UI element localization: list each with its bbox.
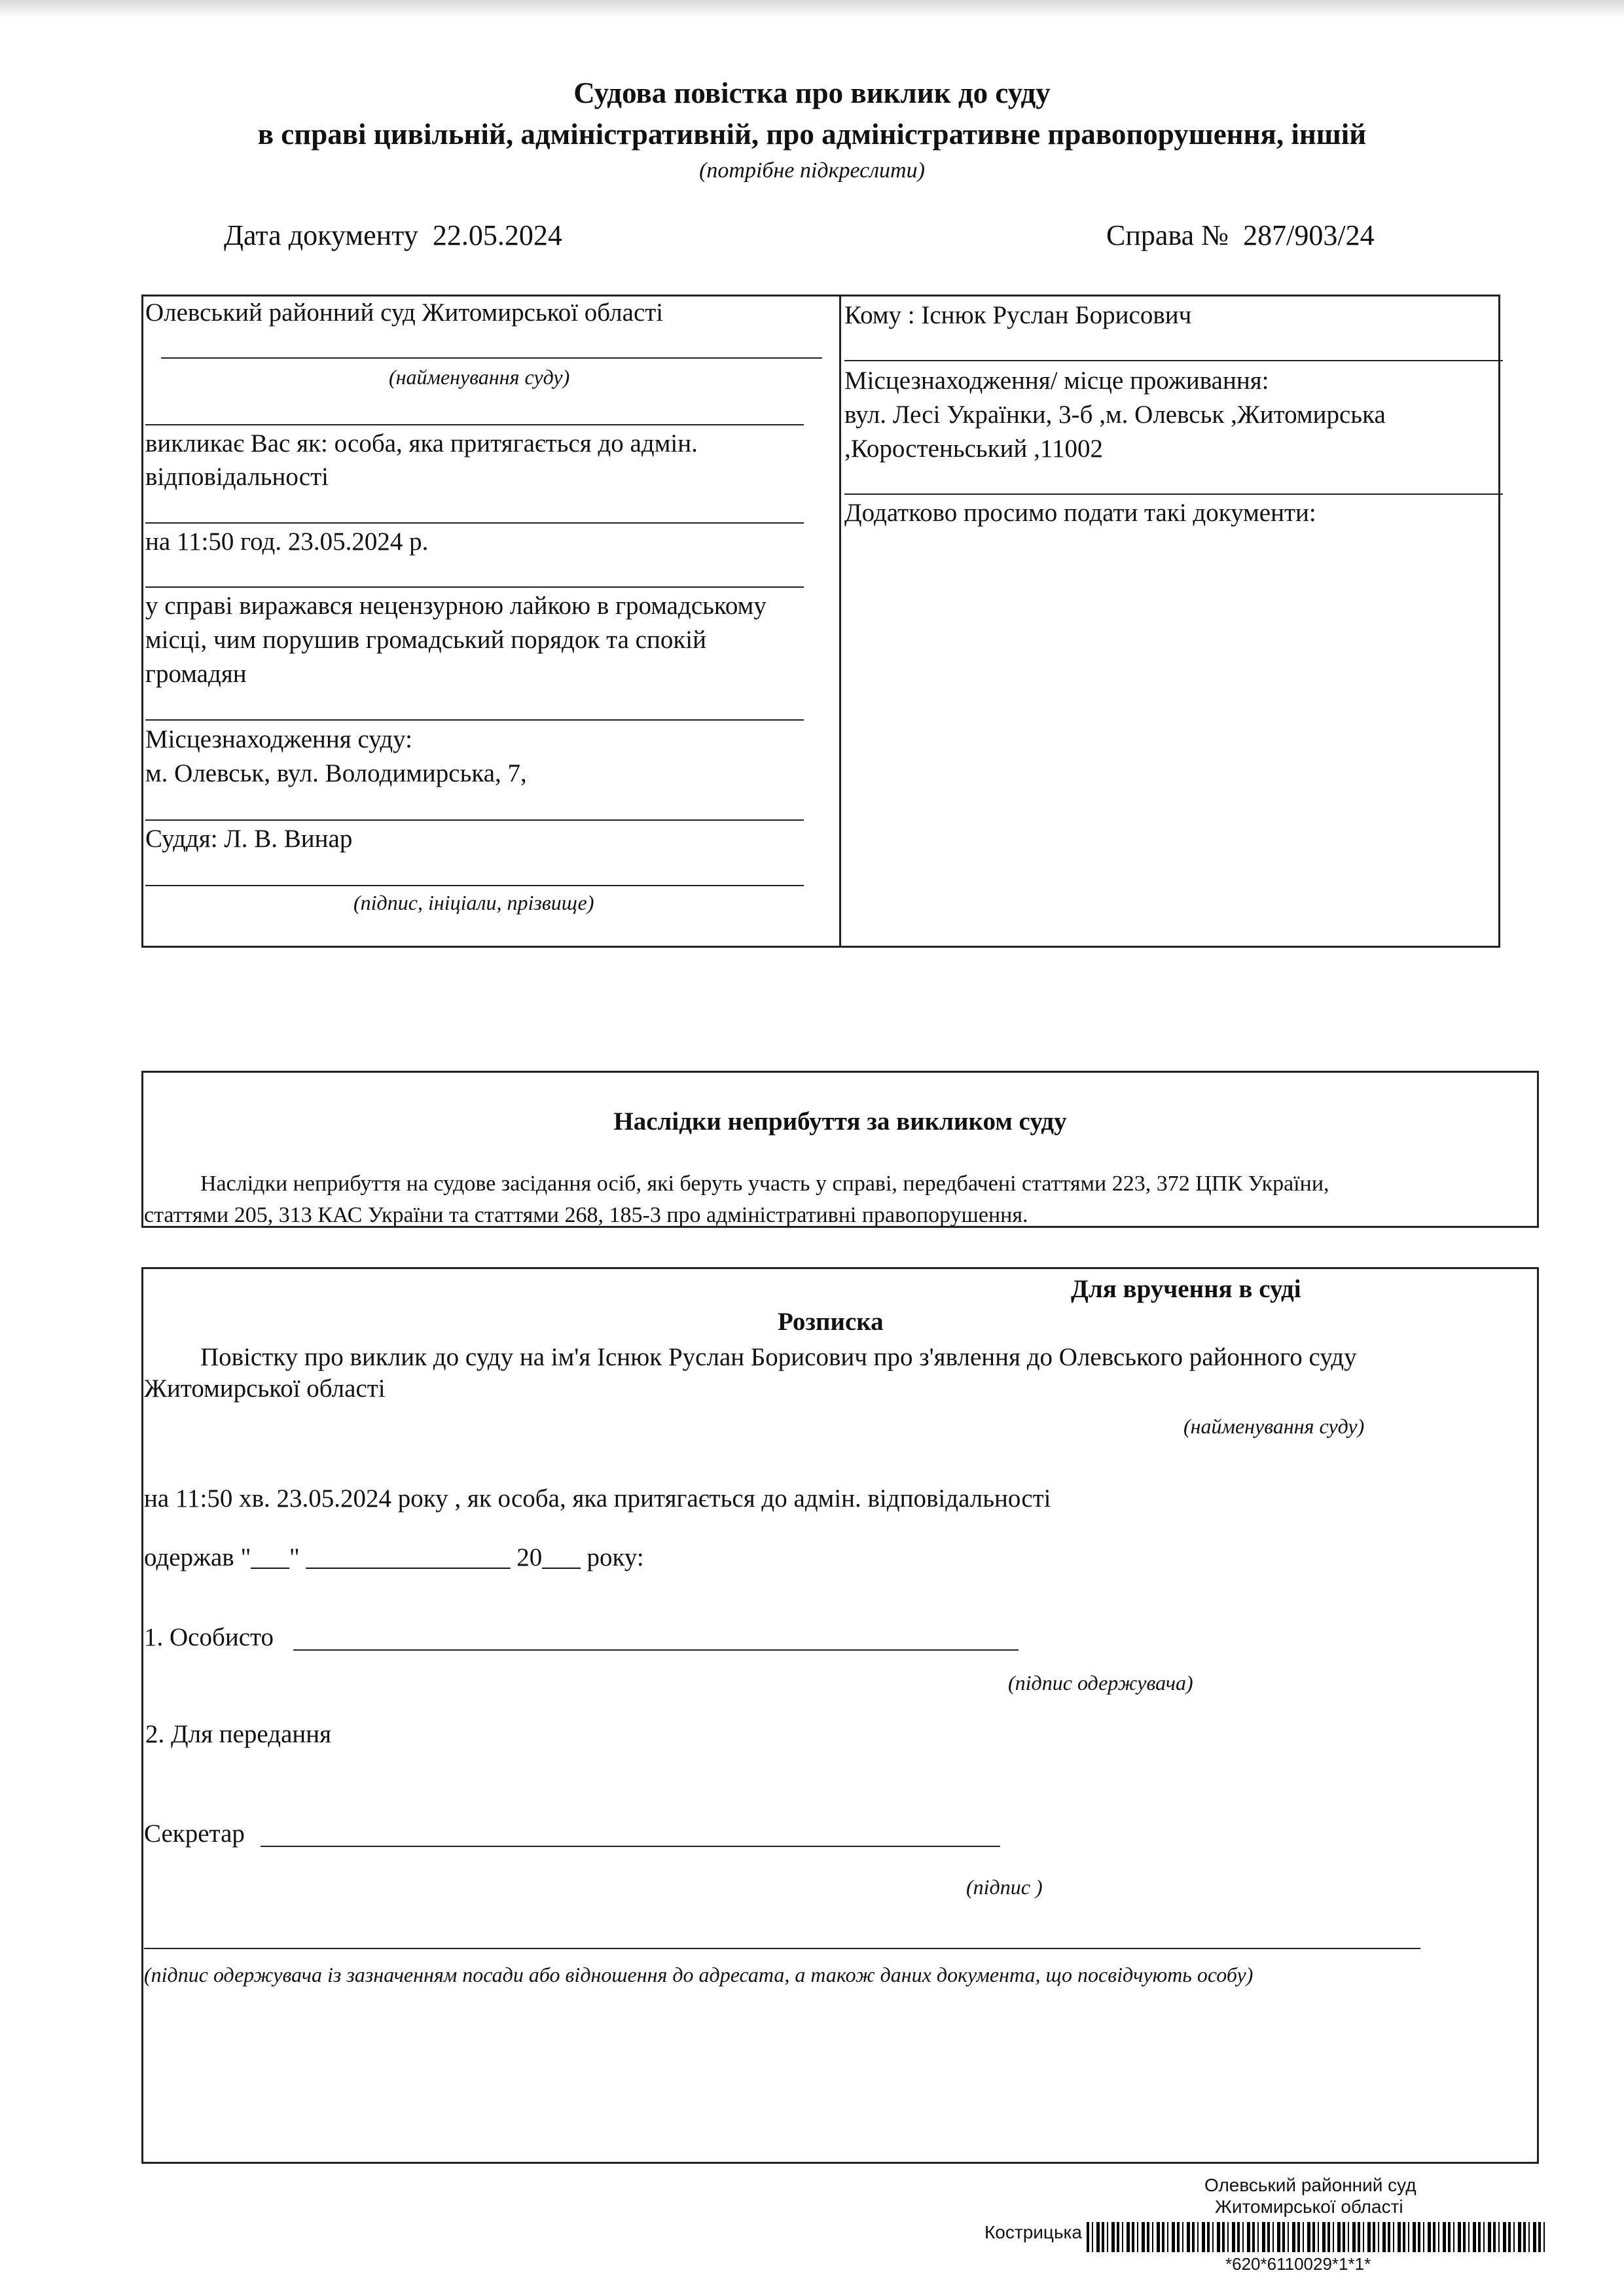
personal-label: 1. Особисто: [144, 1623, 274, 1651]
consequences-text-line2: статтями 205, 313 КАС України та статтями 268, 185-3 про адміністративні правопорушення.: [144, 1203, 1028, 1227]
footer-court-line2: Житомирської області: [1215, 2197, 1403, 2217]
secretary-label: Секретар: [144, 1820, 245, 1848]
court-location-label: Місцезнаходження суду:: [145, 725, 412, 753]
received-line: одержав "___" ________________ 20___ року:: [144, 1543, 644, 1571]
consequences-title: Наслідки неприбуття за викликом суду: [613, 1107, 1067, 1136]
judge-name: Суддя: Л. В. Винар: [145, 825, 353, 853]
court-name-caption: (найменування суду): [389, 365, 570, 389]
receipt-title: Розписка: [778, 1308, 884, 1336]
receipt-text-line1: Повістку про виклик до суду на ім'я Існюк Руслан Борисович про з'явлення до Олевського районного суду: [200, 1343, 1357, 1371]
consequences-text-line1: Наслідки неприбуття на судове засідання осіб, які беруть участь у справі, передбачені статтями 223, 372 ЦПК України,: [200, 1172, 1329, 1196]
receiver-signature-caption: (підпис одержувача із зазначенням посади або відношення до адресата, а також даних документа, що посвідчують особу): [144, 1963, 1254, 1986]
recipient-name: Кому : Існюк Руслан Борисович: [844, 301, 1192, 329]
summons-divider: [839, 295, 841, 948]
residence-line1: вул. Лесі Українки, 3-б ,м. Олевськ ,Житомирська: [844, 401, 1386, 429]
footer-court-line1: Олевський районний суд: [1204, 2175, 1416, 2195]
scan-edge: [0, 0, 1624, 18]
case-description-line3: громадян: [145, 660, 247, 688]
secretary-signature-caption: (підпис ): [966, 1875, 1043, 1899]
barcode: [1087, 2222, 1545, 2252]
residence-line2: ,Коростеньський ,11002: [844, 435, 1103, 463]
court-name: Олевський районний суд Житомирської області: [145, 298, 664, 327]
for-court-label: Для вручення в суді: [1071, 1275, 1301, 1303]
underline-note: (потрібне підкреслити): [699, 158, 925, 183]
judge-signature-caption: (підпис, ініціали, прізвище): [353, 891, 594, 914]
case-number-label: Справа №: [1106, 219, 1229, 251]
footer-clerk: Кострицька: [984, 2222, 1082, 2242]
case-number-value: 287/903/24: [1243, 219, 1375, 251]
document-title-line1: Судова повістка про виклик до суду: [573, 77, 1051, 109]
document-title-line2: в справі цивільній, адміністративній, про адміністративне правопорушення, іншій: [257, 118, 1367, 151]
document-date-value: 22.05.2024: [432, 219, 562, 251]
case-description-line1: у справі виражався нецензурною лайкою в громадському: [145, 592, 767, 620]
secretary-signature-line: [261, 1846, 1000, 1847]
case-number: [1106, 216, 1375, 255]
personal-signature-caption: (підпис одержувача): [1008, 1671, 1193, 1695]
receipt-court-caption: (найменування суду): [1183, 1414, 1365, 1438]
case-description-line2: місці, чим порушив громадський порядок та спокій: [145, 626, 706, 654]
transfer-label: 2. Для передання: [145, 1720, 332, 1748]
court-location-value: м. Олевськ, вул. Володимирська, 7,: [145, 759, 527, 787]
summoned-as-line2: відповідальності: [145, 463, 329, 491]
extra-documents-label: Додатково просимо подати такі документи:: [844, 499, 1316, 527]
residence-label: Місцезнаходження/ місце проживання:: [844, 367, 1269, 395]
document-date: [224, 216, 562, 255]
hearing-time: на 11:50 год. 23.05.2024 р.: [145, 528, 429, 556]
document-date-label: Дата документу: [224, 219, 418, 251]
personal-signature-line: [293, 1649, 1019, 1651]
receipt-text-line2: Житомирської області: [144, 1374, 386, 1403]
receiver-signature-line: [144, 1948, 1420, 1949]
summoned-as-line1: викликає Вас як: особа, яка притягається до адмін.: [145, 429, 698, 457]
barcode-text: *620*6110029*1*1*: [1225, 2254, 1371, 2274]
receipt-time-line: на 11:50 хв. 23.05.2024 року , як особа, яка притягається до адмін. відповідальності: [144, 1484, 1051, 1513]
